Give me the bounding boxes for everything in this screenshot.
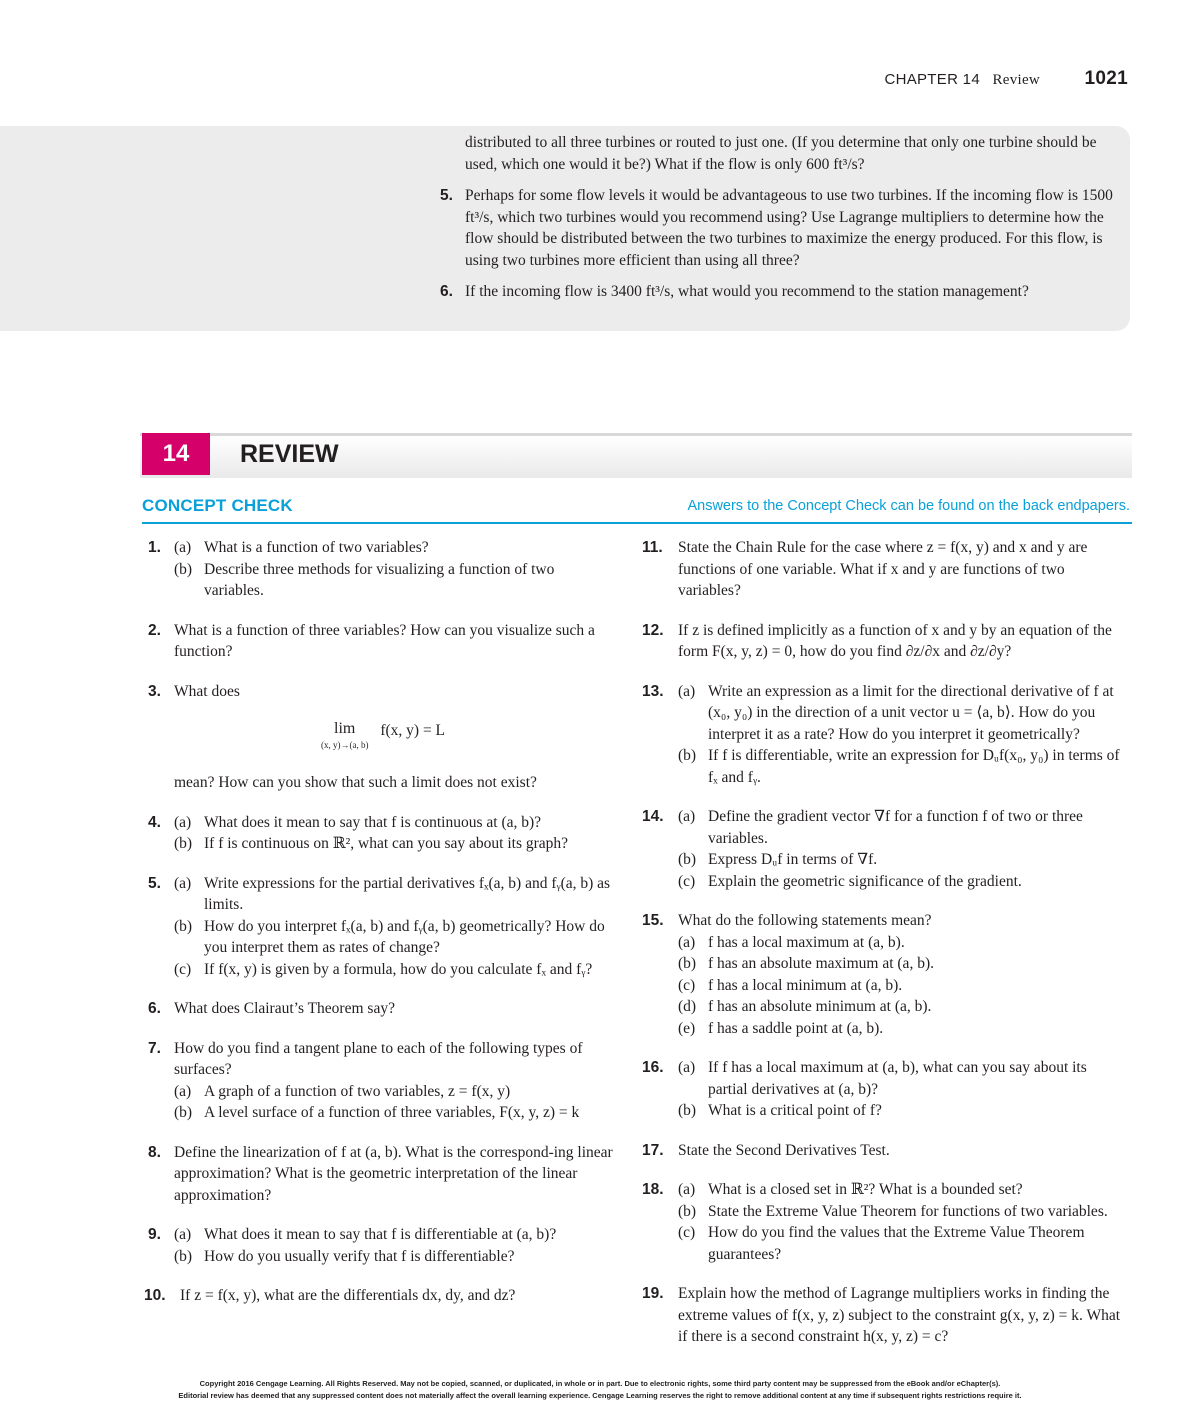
project-text — [440, 132, 1125, 313]
question-text: Explain how the method of Lagrange multipliers works in finding the extreme values of f(x, y, z) subject to the constraint g(x, y, z) = k. What if there is a second constraint h(x, y, z) = c? — [678, 1285, 1121, 1345]
question-number: 4. — [148, 813, 161, 831]
questions-left-column — [144, 537, 618, 1325]
sub-question-text: What is a function of two variables? — [204, 539, 429, 556]
question-3 — [148, 681, 618, 794]
sub-question-b: (b) A level surface of a function of three variables, F(x, y, z) = k — [174, 1104, 580, 1121]
project-item — [440, 281, 1125, 303]
sub-question-text: f has a local maximum at (a, b). — [708, 933, 905, 951]
limit-subscript: (x, y)→(a, b) — [320, 739, 369, 750]
question-text: What does Clairaut’s Theorem say? — [174, 1000, 395, 1017]
sub-question-text: What does it mean to say that f is continuous at (a, b)? — [204, 813, 542, 831]
question-15 — [642, 910, 1130, 1039]
sub-question-text: Write expressions for the partial derivatives fₓ(a, b) and fᵧ(a, b) as limits. — [204, 874, 611, 913]
question-11 — [642, 537, 1130, 602]
question-text: What do the following statements mean? — [678, 912, 932, 929]
sub-question-text: If f(x, y) is given by a formula, how do you calculate fₓ and fᵧ? — [204, 960, 593, 978]
project-item — [440, 185, 1125, 271]
page-number: 1021 — [1084, 68, 1128, 89]
question-number: 13. — [642, 682, 664, 700]
question-5 — [148, 873, 618, 981]
concept-check-rule — [142, 522, 1132, 524]
sub-question-a: (a) What does it mean to say that f is continuous at (a, b)? — [174, 813, 542, 831]
copyright-notice — [0, 1378, 1200, 1402]
question-number: 10. — [144, 1287, 166, 1304]
project-item-text: If the incoming flow is 3400 ft³/s, what would you recommend to the station management? — [465, 283, 1029, 300]
question-number: 6. — [148, 1000, 161, 1017]
project-continuation: distributed to all three turbines or routed to just one. (If you determine that only one turbine should be used, which one would it be?) What if the flow is only 600 ft³/s? — [465, 134, 1097, 173]
sub-question-b: (b) Express Dᵤf in terms of ∇f. — [678, 851, 878, 868]
question-number: 17. — [642, 1141, 664, 1159]
sub-question-b: (b) If f is continuous on ℝ², what can you say about its graph? — [174, 835, 569, 852]
concept-check-note: Answers to the Concept Check can be found on the back endpapers. — [687, 498, 1130, 514]
sub-question-b: (b) f has an absolute maximum at (a, b). — [678, 955, 934, 972]
question-2 — [148, 620, 618, 663]
sub-question-b: (b) State the Extreme Value Theorem for functions of two variables. — [678, 1202, 1108, 1220]
question-number: 8. — [148, 1143, 161, 1161]
sub-question-text: What does it mean to say that f is differentiable at (a, b)? — [204, 1226, 557, 1243]
question-4 — [148, 812, 618, 855]
sub-question-a: (a) If f has a local maximum at (a, b), what can you say about its partial derivatives at (a, b)? — [678, 1059, 1087, 1098]
sub-question-text: Describe three methods for visualizing a function of two variables. — [204, 560, 555, 599]
limit-word: lim — [334, 720, 356, 737]
sub-question-a: (a) What does it mean to say that f is differentiable at (a, b)? — [174, 1226, 557, 1243]
sub-question-b: (b) How do you usually verify that f is differentiable? — [174, 1247, 515, 1265]
question-number: 9. — [148, 1226, 161, 1243]
question-number: 2. — [148, 621, 161, 639]
sub-question-text: What is a closed set in ℝ²? What is a bounded set? — [708, 1181, 1023, 1198]
sub-question-b: (b) What is a critical point of f? — [678, 1102, 882, 1119]
question-number: 1. — [148, 539, 161, 556]
running-head — [884, 68, 1128, 90]
sub-question-text: What is a critical point of f? — [708, 1102, 882, 1119]
sub-question-a: (a) What is a function of two variables? — [174, 539, 429, 556]
question-19 — [642, 1283, 1130, 1348]
question-number: 14. — [642, 808, 664, 825]
sub-question-a: (a) Write an expression as a limit for the directional derivative of f at (x₀, y₀) in the direction of a unit vector u = ⟨a, b⟩. How do you interpret it as a rate? How do you interpret it geometrically? — [678, 682, 1114, 743]
question-number: 15. — [642, 912, 664, 929]
question-number: 16. — [642, 1059, 664, 1076]
question-text: What is a function of three variables? How can you visualize such a function? — [174, 621, 595, 660]
limit-expression — [148, 718, 618, 758]
question-number: 18. — [642, 1181, 664, 1198]
sub-question-text: If f has a local maximum at (a, b), what can you say about its partial derivatives at (a, b)? — [708, 1059, 1087, 1098]
question-number: 11. — [642, 539, 663, 556]
project-item-number: 6. — [440, 283, 453, 300]
question-18 — [642, 1179, 1130, 1265]
sub-question-text: f has a saddle point at (a, b). — [708, 1019, 884, 1037]
sub-question-text: f has a local minimum at (a, b). — [708, 976, 903, 994]
sub-question-text: State the Extreme Value Theorem for functions of two variables. — [708, 1202, 1108, 1220]
question-17 — [642, 1140, 1130, 1162]
running-head-section: Review — [992, 72, 1041, 88]
sub-question-text: If f is continuous on ℝ², what can you say about its graph? — [204, 835, 569, 852]
question-1 — [148, 537, 618, 602]
question-text: What does — [174, 682, 240, 700]
sub-question-text: Explain the geometric significance of the gradient. — [708, 872, 1022, 890]
question-6 — [148, 998, 618, 1020]
sub-question-a: (a) A graph of a function of two variables, z = f(x, y) — [174, 1082, 511, 1100]
sub-question-b: (b) Describe three methods for visualizing a function of two variables. — [174, 560, 555, 599]
sub-question-text: A graph of a function of two variables, z = f(x, y) — [204, 1082, 511, 1100]
project-item-text: Perhaps for some flow levels it would be advantageous to use two turbines. If the incoming flow is 1500 ft³/s, which two turbines would you recommend using? Use Lagrange multipliers to determine how the flow should be distributed between the two turbines to maximize the energy produced. For this flow, is using two turbines more efficient than using all three? — [465, 187, 1113, 269]
sub-question-text: Define the gradient vector ∇f for a function f of two or three variables. — [708, 808, 1083, 847]
sub-question-a: (a) Define the gradient vector ∇f for a function f of two or three variables. — [678, 808, 1083, 847]
question-text-after: mean? How can you show that such a limit does not exist? — [174, 774, 537, 791]
sub-question-c: (c) If f(x, y) is given by a formula, how do you calculate fₓ and fᵧ? — [174, 960, 593, 978]
project-item-number: 5. — [440, 187, 453, 204]
sub-question-text: If f is differentiable, write an expression for Dᵤf(x₀, y₀) in terms of fₓ and fᵧ. — [708, 747, 1120, 786]
sub-question-text: Write an expression as a limit for the directional derivative of f at (x₀, y₀) in the direction of a unit vector u = ⟨a, b⟩. How do you interpret it as a rate? How do you interpret it geometrically? — [708, 682, 1114, 743]
question-8 — [148, 1142, 618, 1207]
limit-operator — [321, 718, 368, 750]
sub-question-e: (e) f has a saddle point at (a, b). — [678, 1019, 884, 1037]
question-9 — [148, 1224, 618, 1267]
sub-question-a: (a) f has a local maximum at (a, b). — [678, 933, 905, 951]
copyright-line-2: Editorial review has deemed that any suppressed content does not materially affect the overall learning experience. Cengage Learning reserves the right to remove additional content at any time if subsequent rights restrictions require it. — [178, 1391, 1022, 1400]
question-12 — [642, 620, 1130, 663]
review-chapter-badge: 14 — [142, 433, 210, 475]
sub-question-a: (a) What is a closed set in ℝ²? What is a bounded set? — [678, 1181, 1023, 1198]
questions-right-column — [642, 537, 1130, 1366]
running-head-chapter: CHAPTER 14 — [884, 71, 980, 88]
sub-question-c: (c) How do you find the values that the Extreme Value Theorem guarantees? — [678, 1224, 1085, 1263]
concept-check-title: CONCEPT CHECK — [142, 496, 293, 515]
question-16 — [642, 1057, 1130, 1122]
question-14 — [642, 806, 1130, 892]
question-text: State the Chain Rule for the case where z = f(x, y) and x and y are functions of one variable. What if x and y are functions of two variables? — [678, 539, 1088, 599]
question-text: State the Second Derivatives Test. — [678, 1141, 890, 1159]
sub-question-text: f has an absolute minimum at (a, b). — [708, 998, 932, 1015]
question-number: 7. — [148, 1039, 161, 1057]
question-13 — [642, 681, 1130, 789]
sub-question-a: (a) Write expressions for the partial derivatives fₓ(a, b) and fᵧ(a, b) as limits. — [174, 874, 611, 913]
question-text: How do you find a tangent plane to each of the following types of surfaces? — [174, 1039, 583, 1078]
question-number: 12. — [642, 621, 664, 639]
copyright-line-1: Copyright 2016 Cengage Learning. All Rights Reserved. May not be copied, scanned, or duplicated, in whole or in part. Due to electronic rights, some third party content may be suppressed from the eBook and/or eChapter(s). — [199, 1379, 1001, 1388]
sub-question-text: A level surface of a function of three variables, F(x, y, z) = k — [204, 1104, 580, 1121]
question-number: 19. — [642, 1285, 664, 1302]
sub-question-c: (c) f has a local minimum at (a, b). — [678, 976, 903, 994]
question-text: If z = f(x, y), what are the differentials dx, dy, and dz? — [180, 1287, 516, 1304]
question-number: 5. — [148, 874, 161, 892]
question-7 — [148, 1038, 618, 1124]
sub-question-d: (d) f has an absolute minimum at (a, b). — [678, 998, 932, 1015]
question-text: If z is defined implicitly as a function of x and y by an equation of the form F(x, y, z) = 0, how do you find ∂z/∂x and ∂z/∂y? — [678, 621, 1112, 660]
review-title: REVIEW — [240, 440, 339, 468]
limit-body: f(x, y) = L — [380, 722, 446, 739]
question-number: 3. — [148, 682, 161, 700]
sub-question-text: f has an absolute maximum at (a, b). — [708, 955, 934, 972]
sub-question-text: How do you usually verify that f is differentiable? — [204, 1247, 515, 1265]
sub-question-b: (b) How do you interpret fₓ(a, b) and fᵧ(a, b) geometrically? How do you interpret them as rates of change? — [174, 917, 605, 956]
question-10 — [144, 1285, 618, 1307]
sub-question-c: (c) Explain the geometric significance of the gradient. — [678, 872, 1022, 890]
sub-question-text: How do you interpret fₓ(a, b) and fᵧ(a, b) geometrically? How do you interpret them as rates of change? — [204, 917, 605, 956]
sub-question-text: How do you find the values that the Extreme Value Theorem guarantees? — [708, 1224, 1085, 1263]
sub-question-text: Express Dᵤf in terms of ∇f. — [708, 851, 878, 868]
question-text: Define the linearization of f at (a, b). What is the correspond-ing linear approximation? What is the geometric interpretation of the linear approximation? — [174, 1143, 613, 1204]
sub-question-b: (b) If f is differentiable, write an expression for Dᵤf(x₀, y₀) in terms of fₓ and fᵧ. — [678, 747, 1120, 786]
